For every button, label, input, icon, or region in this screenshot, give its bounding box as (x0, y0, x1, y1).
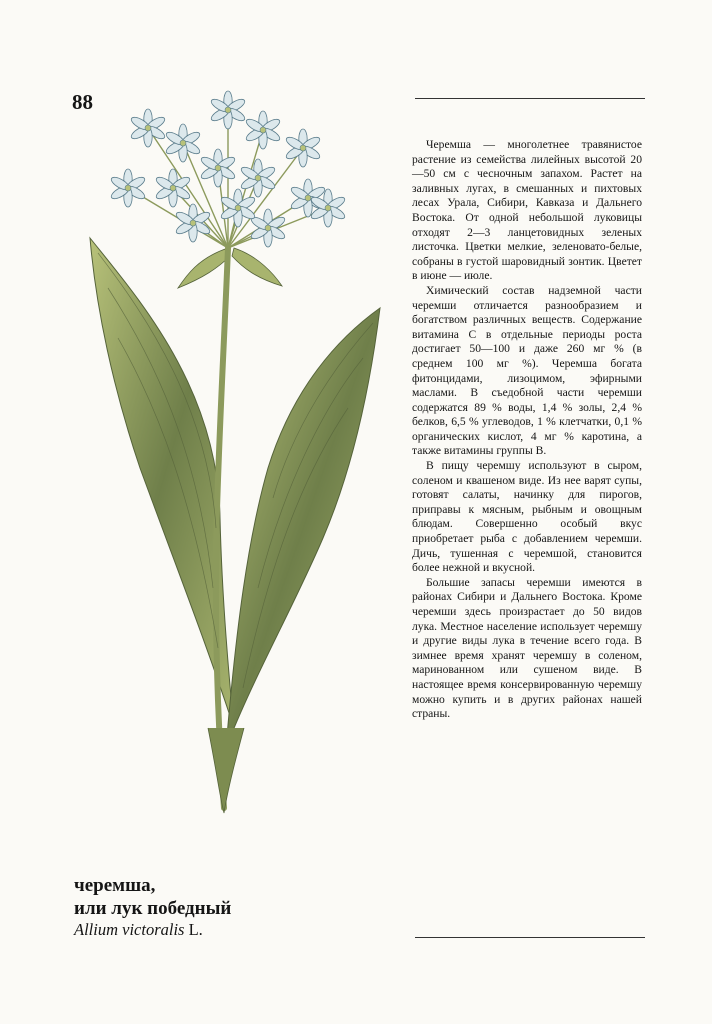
stem-base (208, 728, 244, 813)
latin-name: Allium victoralis (74, 920, 185, 939)
caption-alternate-name: или лук победный (74, 898, 232, 919)
article-paragraph: В пищу черемшу используют в сыром, соленом и квашеном виде. Из нее варят супы, готовят салаты, начинку для пирогов, приправы к мясным, рыбным и овощным блюдам. Совершенно особый вкус приобретает рыба с добавлением черемши. Дичь, тушенная с черемшой, становится более нежной и вкусной. (412, 459, 642, 575)
flower-center (125, 185, 131, 191)
article-paragraph: Черемша — многолетнее травянистое растение из семейства лилейных высотой 20—50 см с чесночным запахом. Растет на заливных лугах, в смешанных и пихтовых лесах Урала, Сибири, Кавказа и Дальнего Востока. От одной небольшой луковицы отходят 2—3 ланцетовидных зеленых листочка. Цветки мелкие, зеленовато-белые, собраны в густой шаровидный зонтик. Цветет в июне — июле. (412, 138, 642, 283)
flower-center (300, 145, 306, 151)
left-leaf (90, 238, 234, 728)
flower (164, 124, 201, 162)
flower-center (145, 125, 151, 131)
taxon-author: L. (188, 920, 203, 939)
flower-center (170, 185, 176, 191)
flower-center (265, 225, 271, 231)
flower-center (260, 127, 266, 133)
flower (109, 169, 146, 207)
flower-center (225, 107, 231, 113)
flower-center (215, 165, 221, 171)
flower-umbel (109, 91, 346, 248)
flower (199, 149, 236, 187)
plant-caption (74, 874, 231, 920)
flower (244, 111, 281, 149)
flower-center (190, 220, 196, 226)
caption-common-name: черемша, (74, 875, 156, 896)
top-rule (415, 98, 645, 99)
wild-garlic-illustration (78, 88, 398, 818)
bract (178, 248, 230, 288)
flower-center (325, 205, 331, 211)
article-text (412, 138, 642, 722)
flower-center (255, 175, 261, 181)
bottom-rule (415, 937, 645, 938)
article-paragraph: Химический состав надземной части черемши отличается разнообразием и богатством различных веществ. Содержание витамина С в отдельные периоды роста достигает 50—100 и даже 260 мг % (в среднем 100 мг %). Черемша богата фитонцидами, лизоцимом, эфирными маслами. В съедобной части черемши содержатся 89 % воды, 1,4 % золы, 2,4 % белков, 6,5 % углеводов, 1 % клетчатки, 0,1 % органических кислот, 4 мг % каротина, а также витамины группы В. (412, 283, 642, 458)
bract (232, 248, 282, 286)
article-paragraph: Большие запасы черемши имеются в районах Сибири и Дальнего Востока. Кроме черемши здесь произрастает до 50 видов лука. Местное население использует черемшу и другие виды лука в течение всего года. В зимнее время хранят черемшу в соленом, маринованном или сушеном виде. В настоящее время консервированную черемшу можно купить и в других районах нашей страны. (412, 575, 642, 721)
page-number: 88 (72, 90, 93, 114)
flower-center (305, 195, 311, 201)
latin-name-line (74, 920, 203, 940)
flower (209, 91, 246, 129)
flower-center (235, 205, 241, 211)
flower (129, 109, 166, 147)
right-leaf (226, 308, 380, 748)
flower (284, 129, 321, 167)
stem (216, 248, 228, 808)
flower-center (180, 140, 186, 146)
